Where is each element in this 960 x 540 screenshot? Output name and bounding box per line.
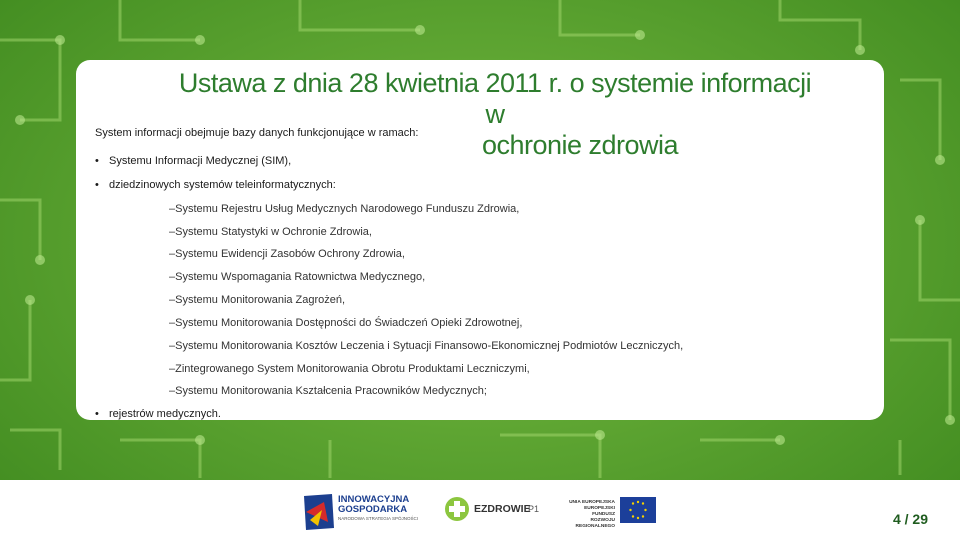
footer-bar xyxy=(0,480,960,540)
sub-item: –Systemu Wspomagania Ratownictwa Medycznego, xyxy=(169,271,426,283)
ig-line-1: INNOWACYJNA xyxy=(338,494,410,505)
title-line-2: ochronie zdrowia xyxy=(481,130,679,160)
sub-item: –Systemu Monitorowania Zagrożeń, xyxy=(169,294,346,306)
bullet-dot: • xyxy=(95,179,99,191)
ezdrowie-logo xyxy=(444,496,544,526)
sub-item: –Systemu Monitorowania Dostępności do Świadczeń Opieki Zdrowotnej, xyxy=(169,317,523,329)
bullet-text: Systemu Informacji Medycznej (SIM), xyxy=(109,155,292,167)
bullet-item xyxy=(95,178,336,192)
eu-line-3: ROZWOJU REGIONALNEGO xyxy=(575,518,615,529)
title-line-1: Ustawa z dnia 28 kwietnia 2011 r. o systemie informacji w xyxy=(178,68,812,129)
ig-line-3: NARODOWA STRATEGIA SPÓJNOŚCI xyxy=(338,516,419,521)
eu-flag-icon xyxy=(620,497,656,523)
eu-line-1: UNIA EUROPEJSKA xyxy=(569,500,615,505)
ezdrowie-suffix: P1 xyxy=(528,504,540,514)
sub-item: –Zintegrowanego System Monitorowania Obrotu Produktami Leczniczymi, xyxy=(169,363,530,375)
bullet-dot: • xyxy=(95,155,99,167)
unia-europejska-logo xyxy=(563,497,657,529)
sub-item: –Systemu Statystyki w Ochronie Zdrowia, xyxy=(169,226,372,238)
ezdrowie-text: EZDROWIE xyxy=(474,503,531,515)
medical-cross-icon xyxy=(444,496,470,522)
sub-item: –Systemu Monitorowania Kształcenia Pracowników Medycznych; xyxy=(169,385,487,397)
page-number: 4 / 29 xyxy=(892,511,928,527)
sub-item: –Systemu Ewidencji Zasobów Ochrony Zdrowia, xyxy=(169,248,405,260)
sub-item: –Systemu Rejestru Usług Medycznych Narodowego Funduszu Zdrowia, xyxy=(169,203,520,215)
slide-title xyxy=(170,68,820,161)
bullet-item xyxy=(95,407,221,421)
bullet-text: rejestrów medycznych. xyxy=(109,408,221,420)
intro-text: System informacji obejmuje bazy danych funkcjonujące w ramach: xyxy=(95,127,419,139)
bullet-dot: • xyxy=(95,408,99,420)
sub-item: –Systemu Monitorowania Kosztów Leczenia i Sytuacji Finansowo-Ekonomicznej Podmiotów Leczniczych, xyxy=(169,340,684,352)
bullet-text: dziedzinowych systemów teleinformatycznych: xyxy=(109,179,336,191)
eu-line-2: EUROPEJSKI FUNDUSZ xyxy=(584,506,615,517)
bullet-item xyxy=(95,154,291,168)
ig-line-2: GOSPODARKA xyxy=(338,504,408,515)
ig-emblem-icon xyxy=(302,492,336,532)
innowacyjna-gospodarka-logo xyxy=(302,492,432,532)
